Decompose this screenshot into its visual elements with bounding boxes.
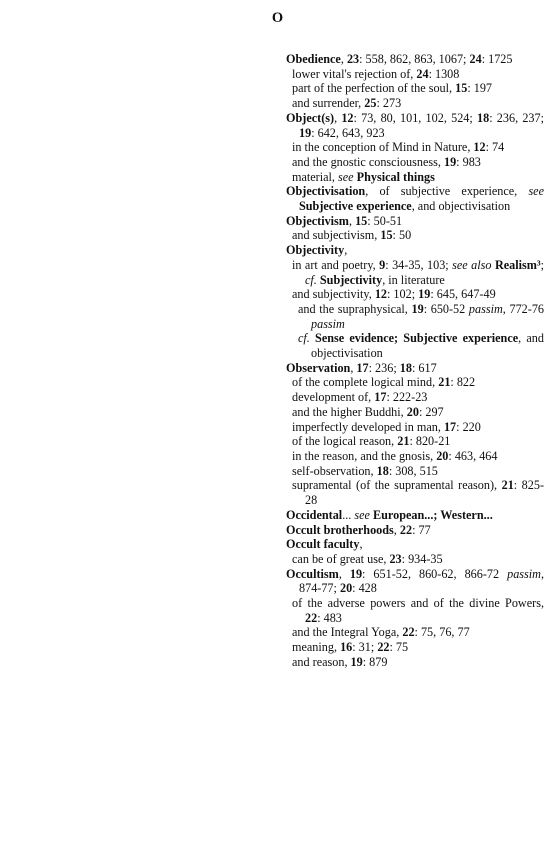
entry-text-run: : 822 bbox=[450, 375, 476, 390]
entry-text-run: : 297 bbox=[418, 404, 444, 419]
index-subentry bbox=[286, 552, 544, 567]
entry-text-run: and subjectivism, bbox=[292, 228, 381, 243]
entry-text-run: passim bbox=[468, 301, 503, 316]
entry-text-run: : 222-23 bbox=[386, 390, 428, 405]
index-main-entry bbox=[286, 52, 544, 67]
entry-text-run: 19 bbox=[349, 566, 363, 581]
entry-text-run: Object(s) bbox=[286, 110, 335, 125]
entry-text-run: , in literature bbox=[382, 272, 445, 287]
entry-text-run: European...; Western... bbox=[373, 507, 493, 522]
index-subentry bbox=[286, 140, 544, 155]
index-subentry bbox=[286, 302, 544, 331]
entry-text-run: 17 bbox=[356, 360, 369, 375]
entry-text-run: self-observation, bbox=[292, 463, 377, 478]
entry-text-run: : 642, 643, 923 bbox=[311, 125, 385, 140]
index-subentry bbox=[286, 170, 544, 185]
entry-text-run: : 983 bbox=[456, 154, 481, 169]
entry-text-run: and the Integral Yoga, bbox=[292, 625, 403, 640]
entry-text-run: see bbox=[528, 184, 544, 199]
index-subentry bbox=[286, 478, 544, 507]
entry-text-run: lower vital's rejection of, bbox=[292, 66, 417, 81]
entry-text-run: , 874-77; bbox=[299, 566, 545, 596]
index-subentry bbox=[286, 405, 544, 420]
entry-text-run: 22 bbox=[402, 625, 415, 640]
entry-text-run: : 50 bbox=[392, 228, 412, 243]
entry-text-run: : 220 bbox=[456, 419, 481, 434]
entry-text-run: : 31; bbox=[352, 640, 378, 655]
entry-text-run: 19 bbox=[411, 301, 424, 316]
entry-text-run: in art and poetry, bbox=[292, 257, 380, 272]
entry-text-run: , bbox=[348, 213, 356, 228]
entry-text-run: Physical things bbox=[356, 169, 435, 184]
entry-text-run: 22 bbox=[377, 640, 390, 655]
entry-text-run: 23 bbox=[346, 52, 360, 66]
entry-text-run: 12 bbox=[374, 287, 387, 302]
entry-text-run: : 820-21 bbox=[409, 434, 451, 449]
entry-text-run: 12 bbox=[473, 140, 486, 155]
entry-text-run: 9 bbox=[379, 257, 386, 272]
entry-text-run: , bbox=[350, 360, 357, 375]
entry-text-run: 17 bbox=[374, 390, 387, 405]
entry-text-run: 22 bbox=[305, 610, 318, 625]
index-main-entry bbox=[286, 184, 544, 213]
entry-text-run: see bbox=[354, 507, 370, 522]
entry-text-run: : 34-35, 103; bbox=[385, 257, 453, 272]
index-subentry bbox=[286, 640, 544, 655]
entry-text-run: 21 bbox=[438, 375, 451, 390]
entry-text-run: : 102; bbox=[387, 287, 419, 302]
index-entries bbox=[286, 52, 544, 670]
index-subentry bbox=[286, 434, 544, 449]
entry-text-run: and reason, bbox=[292, 654, 351, 669]
index-subentry bbox=[286, 390, 544, 405]
entry-text-run: , of subjective experience, bbox=[365, 184, 529, 199]
index-main-entry bbox=[286, 111, 544, 140]
index-subentry bbox=[286, 655, 544, 670]
entry-text-run: 24 bbox=[469, 52, 482, 66]
entry-text-run: passim bbox=[507, 566, 541, 581]
entry-text-run: : 463, 464 bbox=[448, 448, 498, 463]
entry-text-run: : 236; bbox=[368, 360, 400, 375]
entry-text-run: 17 bbox=[443, 419, 457, 434]
entry-text-run: in the reason, and the gnosis, bbox=[292, 448, 437, 463]
entry-text-run: Obedience bbox=[286, 52, 341, 66]
entry-text-run: : 645, 647-49 bbox=[430, 287, 496, 302]
entry-text-run: 18 bbox=[376, 463, 389, 478]
entry-text-run: development of, bbox=[292, 390, 375, 405]
index-subentry bbox=[286, 155, 544, 170]
index-subentry bbox=[286, 596, 544, 625]
index-subentry bbox=[286, 287, 544, 302]
entry-text-run: : 77 bbox=[412, 522, 431, 537]
index-subentry bbox=[286, 258, 544, 287]
index-subentry bbox=[286, 464, 544, 479]
entry-text-run: 19 bbox=[418, 287, 431, 302]
entry-text-run: , and objectivisation bbox=[311, 331, 544, 361]
entry-text-run: ; bbox=[540, 257, 544, 272]
entry-text-run: : 651-52, 860-62, 866-72 bbox=[362, 566, 508, 581]
index-main-entry bbox=[286, 214, 544, 229]
entry-text-run: : 1308 bbox=[428, 66, 460, 81]
index-subentry bbox=[286, 331, 544, 360]
index-main-entry bbox=[286, 537, 544, 552]
entry-text-run: : 273 bbox=[376, 96, 402, 111]
entry-text-run: see bbox=[338, 169, 354, 184]
entry-text-run: : 428 bbox=[352, 581, 377, 596]
entry-text-run: : 825-28 bbox=[305, 478, 544, 508]
entry-text-run: 19 bbox=[443, 154, 457, 169]
entry-text-run: Occult brotherhoods bbox=[286, 522, 394, 537]
entry-text-run: 15 bbox=[380, 228, 393, 243]
entry-text-run: , bbox=[393, 522, 400, 537]
entry-text-run: 21 bbox=[397, 434, 410, 449]
entry-text-run: Occidental bbox=[286, 507, 343, 522]
entry-text-run: : 558, 862, 863, 1067; bbox=[359, 52, 470, 66]
entry-text-run: 25 bbox=[364, 96, 377, 111]
entry-text-run: , 772-76 bbox=[502, 301, 545, 316]
entry-text-run: cf. bbox=[298, 331, 310, 346]
entry-text-run: of the logical reason, bbox=[292, 434, 398, 449]
entry-text-run: cf. bbox=[305, 272, 317, 287]
entry-text-run: Realism³ bbox=[494, 257, 541, 272]
entry-text-run: Subjectivity bbox=[319, 272, 383, 287]
entry-text-run: Objectivism bbox=[286, 213, 349, 228]
entry-text-run: see also bbox=[452, 257, 492, 272]
entry-text-run: Subjective experience bbox=[299, 199, 412, 214]
entry-text-run: imperfectly developed in man, bbox=[292, 419, 444, 434]
entry-text-run: Sense evidence; Subjective experience bbox=[315, 331, 519, 346]
entry-text-run: 12 bbox=[341, 110, 354, 125]
entry-text-run: 20 bbox=[436, 448, 449, 463]
index-main-entry bbox=[286, 523, 544, 538]
entry-text-run: in the conception of Mind in Nature, bbox=[292, 140, 474, 155]
entry-text-run: of the complete logical mind, bbox=[292, 375, 439, 390]
index-subentry bbox=[286, 96, 544, 111]
entry-text-run: : 650-52 bbox=[423, 301, 469, 316]
entry-text-run: : 50-51 bbox=[367, 213, 403, 228]
entry-text-run: supramental (of the supramental reason), bbox=[292, 478, 502, 493]
index-subentry bbox=[286, 67, 544, 82]
entry-text-run: 19 bbox=[299, 125, 312, 140]
entry-text-run: : 879 bbox=[362, 654, 388, 669]
entry-text-run: 20 bbox=[406, 404, 419, 419]
entry-text-run: ... bbox=[342, 507, 355, 522]
entry-text-run: of the adverse powers and of the divine Powers, bbox=[292, 596, 544, 611]
entry-text-run: : 308, 515 bbox=[388, 463, 438, 478]
entry-text-run: : 73, 80, 101, 102, 524; bbox=[353, 110, 477, 125]
entry-text-run: : 236, 237; bbox=[489, 110, 544, 125]
index-subentry bbox=[286, 449, 544, 464]
entry-text-run: 24 bbox=[416, 66, 429, 81]
entry-text-run: Occult faculty bbox=[286, 537, 360, 552]
entry-text-run: material, bbox=[292, 169, 339, 184]
entry-text-run: : 75, 76, 77 bbox=[414, 625, 470, 640]
entry-text-run: and the higher Buddhi, bbox=[292, 404, 407, 419]
index-main-entry bbox=[286, 508, 544, 523]
entry-text-run: : 617 bbox=[411, 360, 437, 375]
entry-text-run: , bbox=[340, 52, 347, 66]
entry-text-run: and surrender, bbox=[292, 96, 365, 111]
index-subentry bbox=[286, 420, 544, 435]
entry-text-run: part of the perfection of the soul, bbox=[292, 81, 456, 96]
index-subentry bbox=[286, 625, 544, 640]
entry-text-run: 23 bbox=[389, 551, 402, 566]
entry-text-run: can be of great use, bbox=[292, 551, 390, 566]
entry-text-run: 15 bbox=[355, 213, 368, 228]
section-letter-heading: O bbox=[271, 10, 284, 26]
entry-text-run: , and objectivisation bbox=[411, 199, 511, 214]
index-subentry bbox=[286, 228, 544, 243]
entry-text-run: Observation bbox=[286, 360, 351, 375]
index-main-entry bbox=[286, 243, 544, 258]
entry-text-run: and the supraphysical, bbox=[298, 301, 412, 316]
entry-text-run: : 197 bbox=[467, 81, 493, 96]
entry-text-run: 19 bbox=[350, 654, 363, 669]
entry-text-run: : 483 bbox=[317, 610, 342, 625]
entry-text-run: 16 bbox=[340, 640, 353, 655]
entry-text-run: Objectivity bbox=[286, 243, 345, 258]
entry-text-run: Occultism bbox=[286, 566, 339, 581]
entry-text-run: , bbox=[334, 110, 342, 125]
entry-text-run: 18 bbox=[477, 110, 490, 125]
entry-text-run: : 74 bbox=[485, 140, 505, 155]
entry-text-run: , bbox=[344, 243, 348, 258]
entry-text-run: 15 bbox=[455, 81, 468, 96]
entry-text-run: : 1725 bbox=[481, 52, 513, 66]
entry-text-run: , bbox=[359, 537, 363, 552]
index-subentry bbox=[286, 375, 544, 390]
entry-text-run: 18 bbox=[399, 360, 412, 375]
index-main-entry bbox=[286, 361, 544, 376]
entry-text-run: Objectivisation bbox=[286, 184, 366, 199]
index-subentry bbox=[286, 81, 544, 96]
entry-text-run: : 934-35 bbox=[401, 551, 443, 566]
entry-text-run: and subjectivity, bbox=[292, 287, 375, 302]
entry-text-run: 22 bbox=[399, 522, 413, 537]
entry-text-run: , bbox=[338, 566, 350, 581]
entry-text-run: and the gnostic consciousness, bbox=[292, 154, 444, 169]
entry-text-run: 20 bbox=[339, 581, 353, 596]
entry-text-run: : 75 bbox=[389, 640, 409, 655]
entry-text-run: passim bbox=[311, 316, 345, 331]
entry-text-run: meaning, bbox=[292, 640, 341, 655]
entry-text-run: 21 bbox=[501, 478, 514, 493]
index-main-entry bbox=[286, 567, 544, 596]
